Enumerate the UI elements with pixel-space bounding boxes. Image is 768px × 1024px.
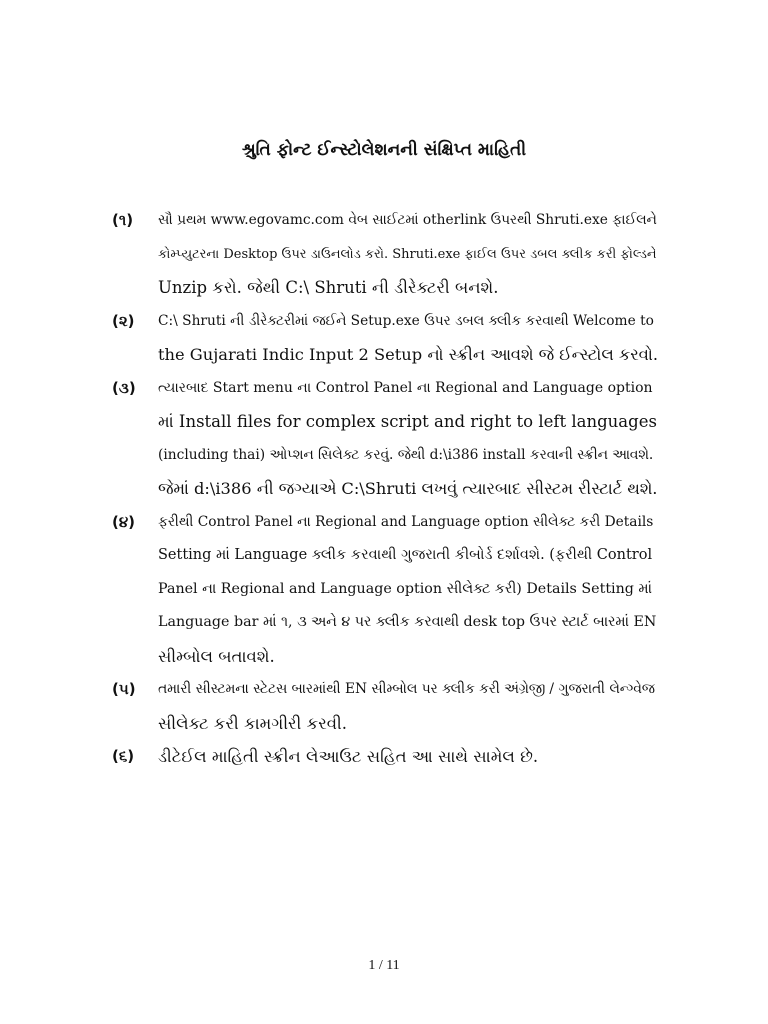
text-line: ડીટેઈલ માહિતી સ્ક્રીન લેઆઉટ સહિત આ સાથે સામેલ છે. <box>158 747 539 766</box>
item-text <box>158 204 660 305</box>
text-line: માં Install files for complex script and right to left languages <box>158 412 657 431</box>
list-item <box>112 673 660 740</box>
text-line: Setting માં Language ક્લીક કરવાથી ગુજરાતી કીબોર્ડ દર્શાવશે. (ફરીથી Control <box>158 547 653 563</box>
text-line: જેમાં d:\i386 ની જગ્યાએ C:\Shruti લખવું ત્યારબાદ સીસ્ટમ રીસ્ટાર્ટ થશે. <box>158 479 658 498</box>
list-item <box>112 372 660 506</box>
text-line: ફરીથી Control Panel ના Regional and Language option સીલેક્ટ કરી Details <box>158 513 654 530</box>
item-number: (૬) <box>112 747 135 765</box>
item-number: (૧) <box>112 211 134 229</box>
text-line: Language bar માં ૧, ૩ અને ૪ પર ક્લીક કરવાથી desk top ઉપર સ્ટાર્ટ બારમાં EN <box>158 614 657 630</box>
text-line: સૌ પ્રથમ www.egovamc.com વેબ સાઈટમાં otherlink ઉપરથી Shruti.exe ફાઈલને <box>158 212 657 228</box>
text-line: કોમ્પ્યુટરના Desktop ઉપર ડાઉનલોડ કરો. Shruti.exe ફાઈલ ઉપર ડબલ ક્લીક કરી ફોલ્ડને <box>158 246 657 262</box>
item-number: (૩) <box>112 378 136 397</box>
text-line: Unzip કરો. જેથી C:\ Shruti ની ડીરેક્ટરી બનશે. <box>158 278 499 297</box>
item-text <box>158 673 660 740</box>
text-line: C:\ Shruti ની ડીરેક્ટરીમાં જઈને Setup.exe ઉપર ડબલ ક્લીક કરવાથી Welcome to <box>158 312 654 329</box>
item-text <box>158 305 660 372</box>
text-line: ત્યારબાદ Start menu ના Control Panel ના Regional and Language option <box>158 379 653 396</box>
page-number: 1 / 11 <box>368 958 400 973</box>
text-line: સીલેક્ટ કરી કામગીરી કરવી. <box>158 713 347 733</box>
text-line: the Gujarati Indic Input 2 Setup નો સ્ક્રીન આવશે જે ઈન્સ્ટોલ કરવો. <box>158 345 659 364</box>
item-number: (૨) <box>112 311 135 330</box>
text-line: તમારી સીસ્ટમના સ્ટેટસ બારમાંથી EN સીમ્બોલ પર ક્લીક કરી અંગ્રેજી / ગુજરાતી લેન્ગ્વેજ <box>158 681 655 697</box>
text-line: (including thai) ઓપ્શન સિલેક્ટ કરવું. જેથી d:\i386 install કરવાની સ્ક્રીન આવશે. <box>158 446 654 463</box>
document-title: શ્રુતિ ફોન્ટ ઈન્સ્ટોલેશનની સંક્ષિપ્ત માહિતી <box>241 140 527 160</box>
instruction-list <box>112 204 660 774</box>
item-number: (૫) <box>112 680 136 698</box>
text-line: સીમ્બોલ બતાવશે. <box>158 646 275 666</box>
item-number: (૪) <box>112 512 136 531</box>
item-text <box>158 506 660 674</box>
list-item <box>112 305 660 372</box>
list-item <box>112 740 660 774</box>
text-line: Panel ના Regional and Language option સીલેક્ટ કરી) Details Setting માં <box>158 580 652 597</box>
item-text <box>158 372 660 506</box>
list-item <box>112 506 660 674</box>
item-text <box>158 740 660 774</box>
list-item <box>112 204 660 305</box>
